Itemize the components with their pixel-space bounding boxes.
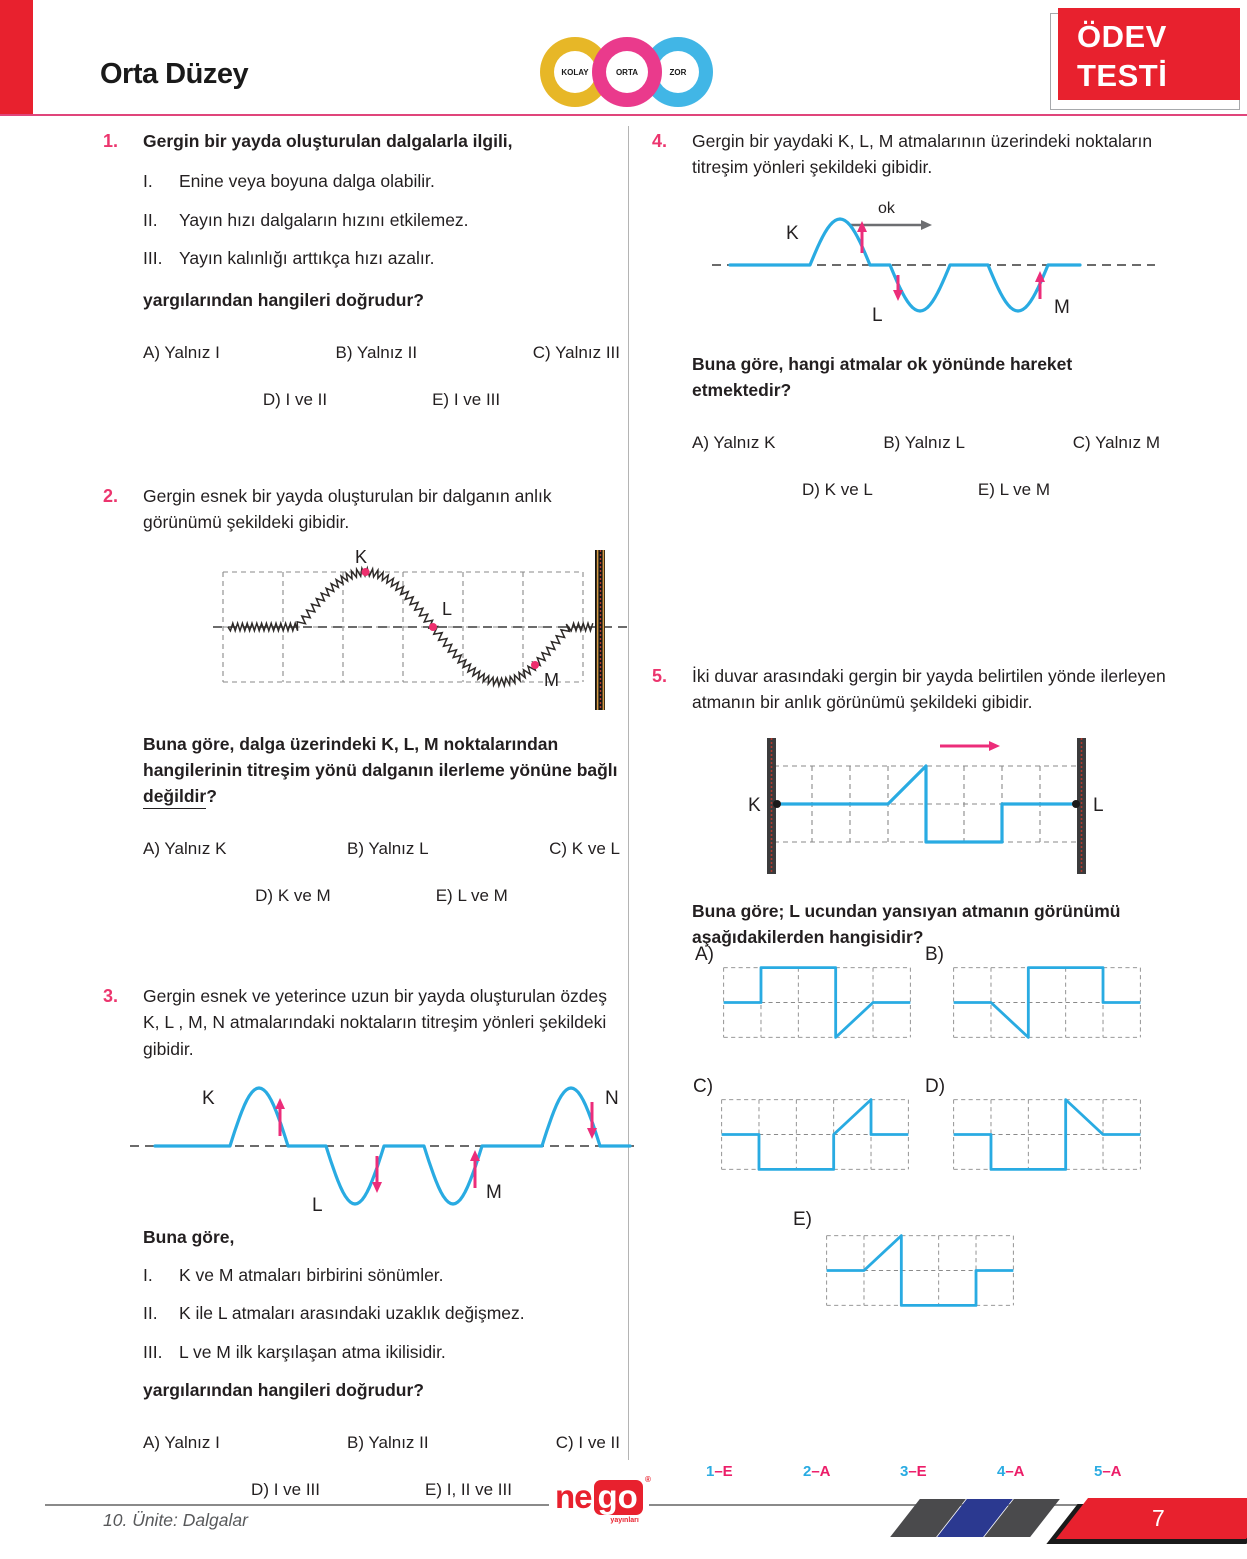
- options-row: [143, 387, 620, 413]
- test-type-line2: TESTİ: [1077, 58, 1168, 93]
- header-rule: [0, 114, 1247, 116]
- question-1: [103, 128, 620, 412]
- difficulty-badges: [540, 34, 750, 110]
- question-2: [103, 483, 620, 908]
- point-M: [531, 661, 539, 669]
- option: E) L ve M: [435, 885, 508, 905]
- options-row: [692, 430, 1160, 456]
- option-A-figure: [717, 956, 917, 1049]
- question-5-closing: Buna göre; L ucundan yansıyan atmanın görünümü aşağıdakilerden hangisidir?: [692, 900, 1121, 947]
- option: D) I ve III: [251, 1479, 321, 1499]
- q5-pulse-between-walls-figure: [744, 730, 1204, 882]
- test-type-badge: [1058, 8, 1240, 100]
- option: A) Yalnız K: [143, 839, 227, 859]
- option: B) Yalnız II: [347, 1433, 429, 1452]
- test-type-line1: ÖDEV: [1077, 19, 1167, 54]
- question-2-closing: Buna göre, dalga üzerindeki K, L, M noktalarından hangilerinin titreşim yönü dalganın ilerleme yönüne bağlı değildir?: [143, 731, 620, 810]
- option: B) Yalnız L: [347, 839, 429, 859]
- unit-label: 10. Ünite: Dalgalar: [103, 1510, 248, 1530]
- answer-key-entry: 1–E: [706, 1463, 733, 1480]
- label-L: L: [312, 1194, 323, 1216]
- label-L: L: [1093, 794, 1104, 816]
- option: B) Yalnız L: [883, 433, 965, 452]
- label-K: K: [786, 222, 799, 244]
- point-L: [1072, 800, 1080, 808]
- option-B-figure: [947, 956, 1147, 1049]
- page-title: Orta Düzey: [100, 58, 249, 90]
- option: C) Yalnız M: [1072, 433, 1160, 452]
- badge-orta-label: ORTA: [606, 51, 648, 93]
- list-item: I. K ve M atmaları birbirini sönümler.: [143, 1265, 444, 1285]
- answer-key-entry: 3–E: [900, 1463, 927, 1480]
- q4-pulses-figure: [700, 195, 1170, 335]
- label-L: L: [442, 598, 453, 619]
- label-L: L: [872, 304, 883, 326]
- question-1-closing: yargılarından hangileri doğrudur?: [143, 290, 424, 310]
- question-3-stem: Gergin esnek ve yeterince uzun bir yayda oluşturulan özdeş K, L , M, N atmalarındaki noktaların titreşim yönleri şekildeki gibidir.: [143, 986, 608, 1059]
- option: E) I ve III: [432, 389, 501, 409]
- answer-key-entry: 5–A: [1094, 1463, 1122, 1480]
- option-C-figure: [715, 1088, 915, 1181]
- vibration-arrows: [857, 221, 1045, 301]
- answer-key-entry: 2–A: [803, 1463, 831, 1480]
- label-M: M: [486, 1181, 502, 1203]
- label-K: K: [748, 794, 761, 816]
- label-M: M: [1054, 296, 1070, 318]
- options-row: [143, 1430, 620, 1456]
- options-row: [143, 883, 620, 909]
- q2-wave-figure: [213, 550, 633, 715]
- option: E) L ve M: [977, 479, 1050, 499]
- page-number: 7: [1152, 1505, 1165, 1531]
- option-C-label: C): [693, 1076, 714, 1097]
- question-3-number: 3.: [103, 986, 119, 1006]
- badge-zor-label: ZOR: [657, 51, 699, 93]
- options-row: [143, 340, 620, 366]
- column-divider: [628, 126, 629, 1460]
- question-4: [652, 128, 1160, 502]
- option-D-label: D): [925, 1076, 946, 1097]
- option: A) Yalnız I: [143, 343, 220, 363]
- point-L: [429, 623, 437, 631]
- point-K: [362, 568, 370, 576]
- left-accent-bar: [0, 0, 33, 116]
- label-K: K: [355, 549, 368, 567]
- options-row: [143, 836, 620, 862]
- question-5-stem: İki duvar arasındaki gergin bir yayda belirtilen yönde ilerleyen atmanın bir anlık görünümü şekildeki gibidir.: [692, 666, 1166, 713]
- badge-kolay-label: KOLAY: [554, 51, 596, 93]
- badge-orta: [592, 37, 662, 107]
- label-K: K: [202, 1087, 215, 1109]
- option: D) I ve II: [262, 389, 328, 409]
- direction-arrow: [940, 741, 1000, 751]
- option-D-figure: [947, 1088, 1147, 1181]
- list-item: III. Yayın kalınlığı arttıkça hızı azalır.: [143, 247, 435, 268]
- question-2-number: 2.: [103, 486, 119, 506]
- answer-key-entry: 4–A: [997, 1463, 1025, 1480]
- option: A) Yalnız I: [143, 1433, 220, 1452]
- option: D) K ve M: [255, 885, 331, 905]
- question-4-stem: Gergin bir yaydaki K, L, M atmalarının üzerindeki noktaların titreşim yönleri şekildeki gibidir.: [692, 131, 1153, 178]
- q3-pulses-figure: [130, 1076, 640, 1216]
- label-M: M: [544, 669, 559, 690]
- publisher-logo: ne go ® yayınları: [549, 1478, 649, 1517]
- question-3-lead: Buna göre,: [143, 1226, 235, 1247]
- question-3-closing: yargılarından hangileri doğrudur?: [143, 1379, 424, 1400]
- list-item: II. K ile L atmaları arasındaki uzaklık değişmez.: [143, 1303, 525, 1324]
- option: C) K ve L: [549, 839, 620, 859]
- question-5: [652, 663, 1200, 950]
- option-A-label: A): [695, 944, 714, 965]
- option-E-label: E): [793, 1209, 812, 1230]
- question-5-number: 5.: [652, 666, 668, 686]
- options-row: [692, 477, 1160, 503]
- question-3: [103, 983, 620, 1502]
- option: E) I, II ve III: [425, 1479, 512, 1499]
- point-K: [773, 800, 781, 808]
- option: B) Yalnız II: [335, 343, 418, 363]
- option-B-label: B): [925, 944, 944, 965]
- underlined-word: değildir: [143, 786, 206, 809]
- question-1-stem: Gergin bir yayda oluşturulan dalgalarla ilgili,: [143, 131, 513, 151]
- list-item: II. Yayın hızı dalgaların hızını etkilemez.: [143, 209, 469, 230]
- question-1-number: 1.: [103, 131, 119, 151]
- option: C) Yalnız III: [532, 343, 620, 363]
- list-item: III. L ve M ilk karşılaşan atma ikilisidir.: [143, 1341, 446, 1362]
- question-2-stem: Gergin esnek bir yayda oluşturulan bir dalganın anlık görünümü şekildeki gibidir.: [143, 486, 552, 533]
- question-4-closing: Buna göre, hangi atmalar ok yönünde hareket etmektedir?: [692, 353, 1073, 400]
- question-4-number: 4.: [652, 131, 668, 151]
- option: A) Yalnız K: [692, 433, 776, 452]
- list-item: I. Enine veya boyuna dalga olabilir.: [143, 171, 435, 192]
- label-N: N: [605, 1087, 619, 1109]
- option-E-figure: [820, 1224, 1020, 1317]
- label-ok: ok: [878, 199, 895, 217]
- option: C) I ve II: [555, 1433, 620, 1452]
- option: D) K ve L: [802, 479, 873, 499]
